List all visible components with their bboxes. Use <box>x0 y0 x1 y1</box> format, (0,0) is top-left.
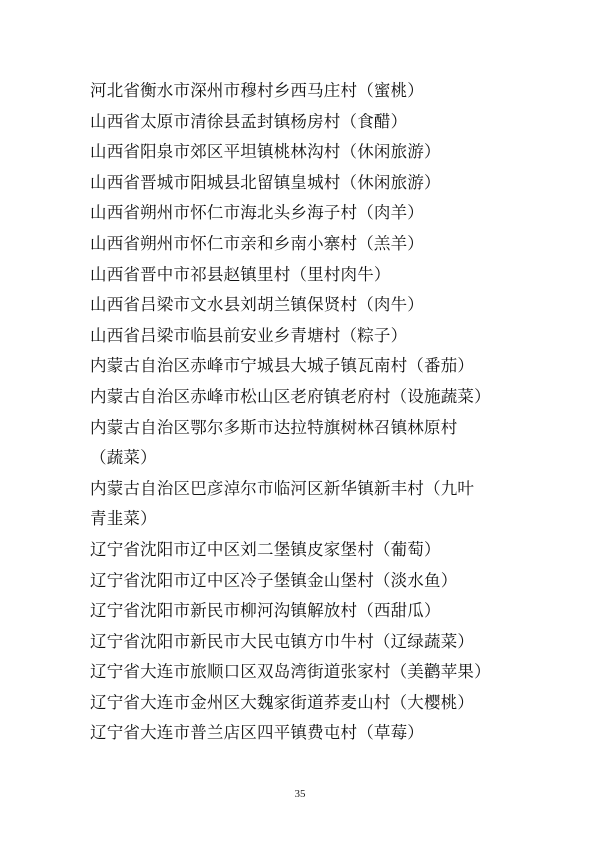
document-body <box>90 76 490 749</box>
text-line: 山西省阳泉市郊区平坦镇桃林沟村（休闲旅游） <box>90 142 441 162</box>
text-line: 山西省晋中市祁县赵镇里村（里村肉牛） <box>90 264 391 284</box>
text-line: 河北省衡水市深州市穆村乡西马庄村（蜜桃） <box>90 81 424 100</box>
text-line: 内蒙古自治区鄂尔多斯市达拉特旗树林召镇林原村 <box>90 417 458 437</box>
text-line: 内蒙古自治区巴彦淖尔市临河区新华镇新丰村（九叶 <box>90 478 475 498</box>
text-line: 山西省朔州市怀仁市海北头乡海子村（肉羊） <box>90 203 424 223</box>
text-line: 辽宁省沈阳市辽中区冷子堡镇金山堡村（淡水鱼） <box>90 570 458 590</box>
text-line: 辽宁省大连市普兰店区四平镇费屯村（草莓） <box>90 723 424 743</box>
text-line: 辽宁省沈阳市辽中区刘二堡镇皮家堡村（葡萄） <box>90 539 441 559</box>
text-line: 内蒙古自治区赤峰市松山区老府镇老府村（设施蔬菜） <box>90 386 491 406</box>
text-line: 辽宁省沈阳市新民市大民屯镇方巾牛村（辽绿蔬菜） <box>90 631 475 651</box>
text-line: （蔬菜） <box>90 448 157 468</box>
text-line: 山西省吕梁市文水县刘胡兰镇保贤村（肉牛） <box>90 295 424 315</box>
text-line: 山西省太原市清徐县孟封镇杨房村（食醋） <box>90 111 408 131</box>
page-number: 35 <box>294 788 306 800</box>
text-line: 山西省晋城市阳城县北留镇皇城村（休闲旅游） <box>90 172 441 192</box>
text-line: 山西省吕梁市临县前安业乡青塘村（粽子） <box>90 325 408 345</box>
text-line: 山西省朔州市怀仁市亲和乡南小寨村（羔羊） <box>90 233 424 253</box>
text-line: 青韭菜） <box>90 509 157 529</box>
text-line: 辽宁省大连市金州区大魏家街道荞麦山村（大樱桃） <box>90 692 475 712</box>
text-line: 辽宁省大连市旅顺口区双岛湾街道张家村（美鹳苹果） <box>90 662 491 682</box>
text-line: 内蒙古自治区赤峰市宁城县大城子镇瓦南村（番茄） <box>90 356 475 376</box>
text-line: 辽宁省沈阳市新民市柳河沟镇解放村（西甜瓜） <box>90 601 441 621</box>
